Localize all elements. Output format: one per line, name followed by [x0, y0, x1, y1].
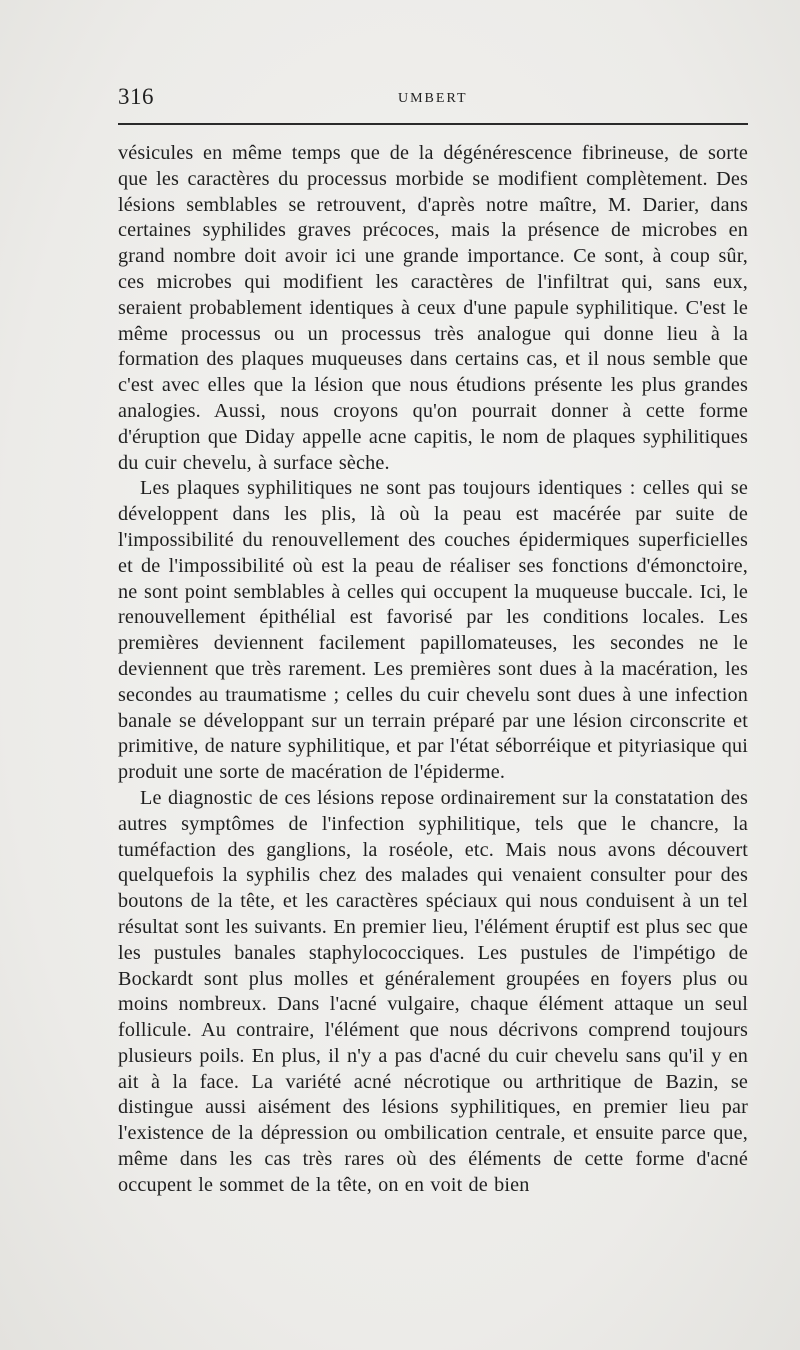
running-head: UMBERT	[398, 91, 468, 106]
paragraph-2: Les plaques syphilitiques ne sont pas toujours identiques : celles qui se développent dans les plis, là où la peau est macérée par suite de l'impossibilité du renouvellement des couches épidermiques superficielles et de l'impossibilité où est la peau de réaliser ses fonctions d'émonctoire, ne sont point semblables à celles qui occupent la muqueuse buccale. Ici, le renouvellement épithélial est favorisé par les conditions locales. Les premières deviennent facilement papillomateuses, les secondes ne le deviennent que très rarement. Les premières sont dues à la macération, les secondes au traumatisme ; celles du cuir chevelu sont dues à une infection banale se développant sur un terrain préparé par une lésion circonscrite et primitive, de nature syphilitique, et par l'état séborréique et pityriasique qui produit une sorte de macération de l'épiderme.	[118, 477, 748, 784]
page-header	[118, 84, 748, 114]
body-text	[118, 141, 748, 1199]
paragraph-1: vésicules en même temps que de la dégénérescence fibrineuse, de sorte que les caractères du processus morbide se modifient complètement. Des lésions semblables se retrouvent, d'après notre maître, M. Darier, dans certaines syphilides graves précoces, mais la présence de microbes en grand nombre doit avoir ici une grande importance. Ce sont, à coup sûr, ces microbes qui modifient les caractères de l'infiltrat qui, sans eux, seraient probablement identiques à ceux d'une papule syphilitique. C'est le même processus ou un processus très analogue qui donne lieu à la formation des plaques muqueuses dans certains cas, et il nous semble que c'est avec elles que la lésion que nous étudions présente les plus grandes analogies. Aussi, nous croyons qu'on pourrait donner à cette forme d'éruption que Diday appelle acne capitis, le nom de plaques syphilitiques du cuir chevelu, à surface sèche.	[118, 142, 748, 474]
header-rule	[118, 123, 748, 125]
paragraph-3: Le diagnostic de ces lésions repose ordinairement sur la constatation des autres symptômes de l'infection syphilitique, tels que le chancre, la tuméfaction des ganglions, la roséole, etc. Mais nous avons découvert quelquefois la syphilis chez des malades qui venaient consulter pour des boutons de la tête, et les caractères spéciaux qui nous conduisent à un tel résultat sont les suivants. En premier lieu, l'élément éruptif est plus sec que les pustules banales staphylococciques. Les pustules de l'impétigo de Bockardt sont plus molles et généralement groupées en foyers plus ou moins nombreux. Dans l'acné vulgaire, chaque élément attaque un seul follicule. Au contraire, l'élément que nous décrivons comprend toujours plusieurs poils. En plus, il n'y a pas d'acné du cuir chevelu sans qu'il y en ait à la face. La variété acné nécrotique ou arthritique de Bazin, se distingue aussi aisément des lésions syphilitiques, en premier lieu par l'existence de la dépression ou ombilication centrale, et ensuite parce que, même dans les cas très rares où des éléments de cette forme d'acné occupent le sommet de la tête, on en voit de bien	[118, 786, 748, 1196]
page-number: 316	[118, 84, 154, 109]
